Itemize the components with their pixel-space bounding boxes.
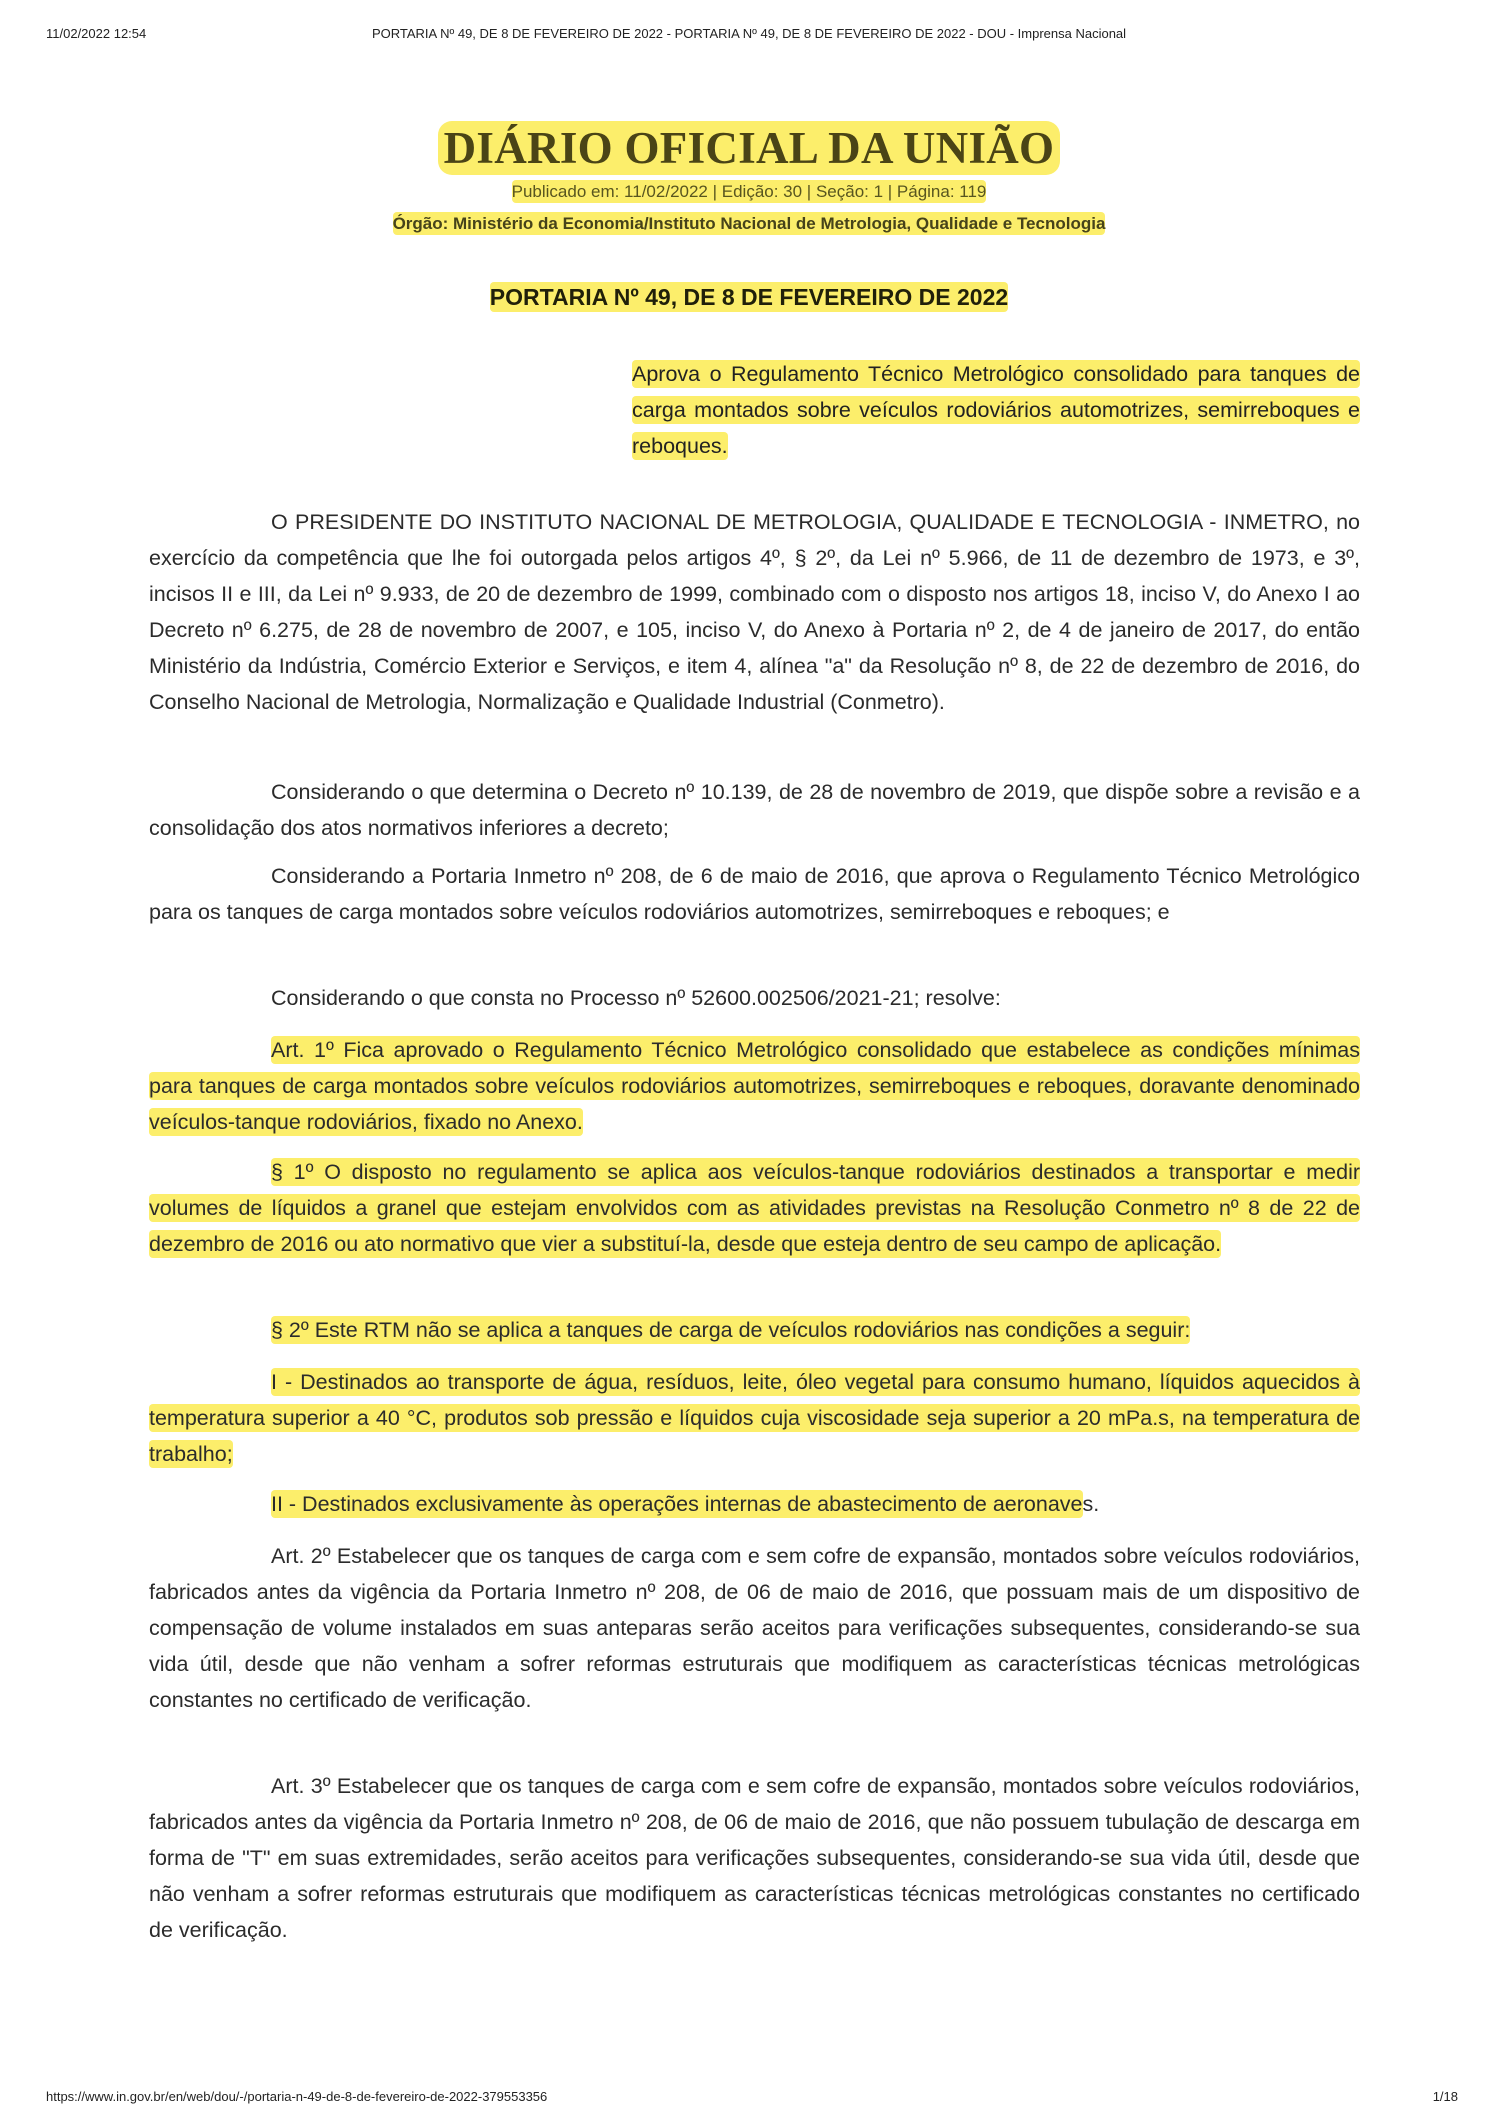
- article-1: [149, 1032, 1360, 1140]
- paragraph-2: [149, 1312, 1360, 1348]
- article-3: [149, 1768, 1360, 1948]
- page-number: 1/18: [1432, 2089, 1458, 2104]
- ementa-text: Aprova o Regulamento Técnico Metrológico consolidado para tanques de carga montados sobre veículos rodoviários automotrizes, semirreboques e reboques.: [632, 362, 1360, 458]
- publication-meta: [0, 182, 1498, 202]
- paragraph-1-paragraph: [149, 1154, 1360, 1262]
- masthead: [0, 122, 1498, 174]
- document-title: [0, 284, 1498, 311]
- inciso-2-paragraph: [149, 1486, 1360, 1522]
- preambulo-text: O PRESIDENTE DO INSTITUTO NACIONAL DE METROLOGIA, QUALIDADE E TECNOLOGIA - INMETRO, no exercício da competência que lhe foi outorgada pelos artigos 4º, § 2º, da Lei nº 5.966, de 11 de dezembro de 1973, e 3º, incisos II e III, da Lei nº 9.933, de 20 de dezembro de 1999, combinado com o disposto nos artigos 18, inciso V, do Anexo I ao Decreto nº 6.275, de 28 de novembro de 2007, e 105, inciso V, do Anexo à Portaria nº 2, de 4 de janeiro de 2017, do então Ministério da Indústria, Comércio Exterior e Serviços, e item 4, alínea "a" da Resolução nº 8, de 22 de dezembro de 2016, do Conselho Nacional de Metrologia, Normalização e Qualidade Industrial (Conmetro).: [149, 510, 1360, 714]
- considerando-1: [149, 774, 1360, 846]
- inciso-2-highlighted-text: II - Destinados exclusivamente às operações internas de abastecimento de aeronave: [271, 1492, 1083, 1516]
- inciso-1-text: I - Destinados ao transporte de água, resíduos, leite, óleo vegetal para consumo humano, líquidos aquecidos à temperatura superior a 40 °C, produtos sob pressão e líquidos cuja viscosidade seja superior a 20 mPa.s, na temperatura de trabalho;: [149, 1370, 1360, 1466]
- considerando-text: Considerando o que determina o Decreto nº 10.139, de 28 de novembro de 2019, que dispõe sobre a revisão e a consolidação dos atos normativos inferiores a decreto;: [149, 780, 1360, 840]
- print-page-title: PORTARIA Nº 49, DE 8 DE FEVEREIRO DE 2022 - PORTARIA Nº 49, DE 8 DE FEVEREIRO DE 2022 - DOU - Imprensa Nacional: [371, 26, 1127, 41]
- orgao-line: [0, 214, 1498, 234]
- inciso-2-trailing-text: s.: [1082, 1492, 1100, 1516]
- paragraph-2-paragraph: [149, 1312, 1360, 1348]
- article-2-text: Art. 2º Estabelecer que os tanques de carga com e sem cofre de expansão, montados sobre veículos rodoviários, fabricados antes da vigência da Portaria Inmetro nº 208, de 06 de maio de 2016, que possuam mais de um dispositivo de compensação de volume instalados em suas anteparas serão aceitos para verificações subsequentes, considerando-se sua vida útil, desde que não venham a sofrer reformas estruturais que modifiquem as características técnicas metrológicas constantes no certificado de verificação.: [149, 1544, 1360, 1712]
- inciso-1-paragraph: [149, 1364, 1360, 1472]
- print-datetime: 11/02/2022 12:54: [46, 26, 147, 41]
- considerando-text: Considerando o que consta no Processo nº 52600.002506/2021-21; resolve:: [271, 986, 1001, 1010]
- article-3-text: Art. 3º Estabelecer que os tanques de carga com e sem cofre de expansão, montados sobre veículos rodoviários, fabricados antes da vigência da Portaria Inmetro nº 208, de 06 de maio de 2016, que não possuem tubulação de descarga em forma de "T" em suas extremidades, serão aceitos para verificações subsequentes, considerando-se sua vida útil, desde que não venham a sofrer reformas estruturais que modifiquem as características técnicas metrológicas constantes no certificado de verificação.: [149, 1774, 1360, 1942]
- preambulo: [149, 504, 1360, 720]
- ementa: [632, 356, 1360, 464]
- considerando-2: [149, 858, 1360, 930]
- inciso-1: [149, 1364, 1360, 1472]
- dou-title: DIÁRIO OFICIAL DA UNIÃO: [438, 121, 1061, 175]
- paragraph-1-text: § 1º O disposto no regulamento se aplica aos veículos-tanque rodoviários destinados a transportar e medir volumes de líquidos a granel que estejam envolvidos com as atividades previstas na Resolução Conmetro nº 8 de 22 de dezembro de 2016 ou ato normativo que vier a substituí-la, desde que esteja dentro de seu campo de aplicação.: [149, 1160, 1360, 1256]
- print-header: [0, 26, 1498, 46]
- considerando-text: Considerando a Portaria Inmetro nº 208, de 6 de maio de 2016, que aprova o Regulamento Técnico Metrológico para os tanques de carga montados sobre veículos rodoviários automotrizes, semirreboques e reboques; e: [149, 864, 1360, 924]
- article-1-text: Art. 1º Fica aprovado o Regulamento Técnico Metrológico consolidado que estabelece as condições mínimas para tanques de carga montados sobre veículos rodoviários automotrizes, semirreboques e reboques, doravante denominado veículos-tanque rodoviários, fixado no Anexo.: [149, 1038, 1360, 1134]
- orgao-text: Órgão: Ministério da Economia/Instituto Nacional de Metrologia, Qualidade e Tecnologia: [392, 214, 1106, 233]
- article-2: [149, 1538, 1360, 1718]
- paragraph-2-text: § 2º Este RTM não se aplica a tanques de carga de veículos rodoviários nas condições a seguir:: [271, 1318, 1191, 1342]
- inciso-2: [149, 1486, 1360, 1522]
- print-footer: [0, 2089, 1498, 2109]
- paragraph-1: [149, 1154, 1360, 1262]
- publication-meta-text: Publicado em: 11/02/2022 | Edição: 30 | Seção: 1 | Página: 119: [511, 182, 987, 201]
- article-1-paragraph: [149, 1032, 1360, 1140]
- document-title-text: PORTARIA Nº 49, DE 8 DE FEVEREIRO DE 2022: [489, 284, 1009, 310]
- source-url[interactable]: https://www.in.gov.br/en/web/dou/-/portaria-n-49-de-8-de-fevereiro-de-2022-379553356: [46, 2089, 548, 2104]
- considerando-3: [149, 980, 1360, 1016]
